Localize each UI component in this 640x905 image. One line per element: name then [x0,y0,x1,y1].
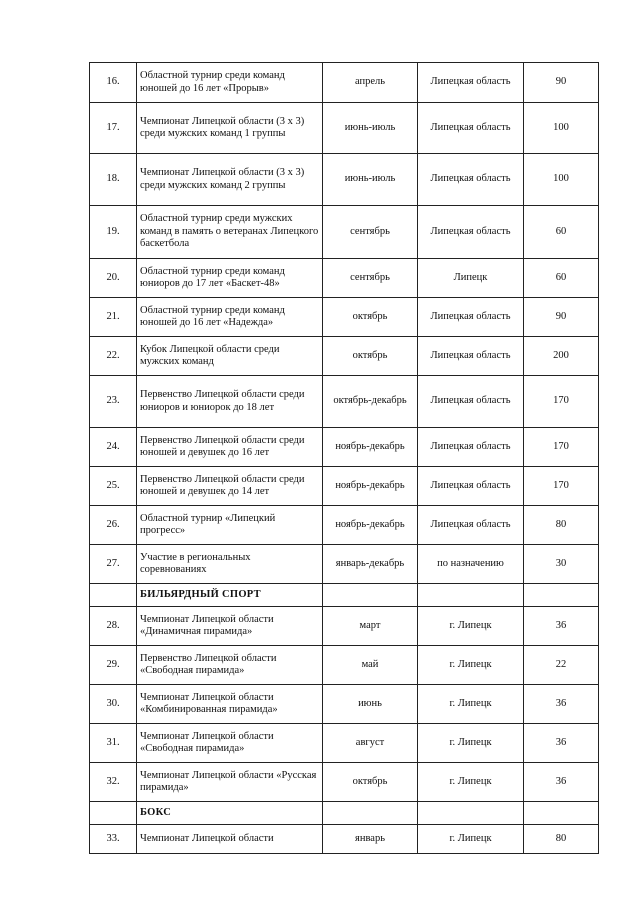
participants-count: 36 [524,763,599,802]
event-period [323,802,418,825]
event-location: Липецкая область [418,63,524,103]
table-row [90,763,599,802]
events-table-body [90,63,599,854]
participants-count [524,584,599,607]
event-period: сентябрь [323,259,418,298]
section-header-row [90,584,599,607]
participants-count: 200 [524,337,599,376]
event-name: Чемпионат Липецкой области «Динамичная пирамида» [137,607,323,646]
event-name: Областной турнир среди команд юношей до 16 лет «Прорыв» [137,63,323,103]
event-period: октябрь [323,337,418,376]
row-number: 17. [90,103,137,154]
table-row [90,506,599,545]
table-row [90,428,599,467]
participants-count: 90 [524,63,599,103]
section-title: БОКС [137,802,323,825]
event-location: Липецк [418,259,524,298]
events-table [89,62,599,854]
event-name: Участие в региональных соревнованиях [137,545,323,584]
participants-count: 60 [524,206,599,259]
event-location: г. Липецк [418,646,524,685]
event-period: ноябрь-декабрь [323,506,418,545]
row-number: 28. [90,607,137,646]
row-number: 24. [90,428,137,467]
event-period: август [323,724,418,763]
event-name: Чемпионат Липецкой области «Свободная пирамида» [137,724,323,763]
event-name: Областной турнир среди команд юниоров до 17 лет «Баскет-48» [137,259,323,298]
event-name: Первенство Липецкой области среди юношей и девушек до 16 лет [137,428,323,467]
participants-count: 170 [524,376,599,428]
row-number: 21. [90,298,137,337]
event-period: ноябрь-декабрь [323,467,418,506]
row-number: 29. [90,646,137,685]
row-number: 16. [90,63,137,103]
table-row [90,467,599,506]
event-location: г. Липецк [418,825,524,854]
event-period: июнь [323,685,418,724]
table-row [90,103,599,154]
row-number: 25. [90,467,137,506]
participants-count: 80 [524,506,599,545]
participants-count: 90 [524,298,599,337]
event-period: октябрь [323,298,418,337]
event-location: г. Липецк [418,607,524,646]
table-row [90,337,599,376]
event-period: апрель [323,63,418,103]
table-row [90,724,599,763]
table-row [90,206,599,259]
event-name: Чемпионат Липецкой области [137,825,323,854]
table-row [90,63,599,103]
row-number: 19. [90,206,137,259]
event-location: г. Липецк [418,685,524,724]
event-period: май [323,646,418,685]
row-number: 26. [90,506,137,545]
row-number: 31. [90,724,137,763]
participants-count: 22 [524,646,599,685]
event-location: Липецкая область [418,298,524,337]
event-location: Липецкая область [418,103,524,154]
row-number: 18. [90,154,137,206]
row-number: 27. [90,545,137,584]
event-period: январь-декабрь [323,545,418,584]
table-row [90,545,599,584]
event-name: Областной турнир среди команд юношей до 16 лет «Надежда» [137,298,323,337]
row-number: 33. [90,825,137,854]
table-row [90,298,599,337]
event-name: Первенство Липецкой области среди юниоров и юниорок до 18 лет [137,376,323,428]
event-name: Первенство Липецкой области среди юношей и девушек до 14 лет [137,467,323,506]
event-name: Кубок Липецкой области среди мужских команд [137,337,323,376]
event-location: Липецкая область [418,376,524,428]
event-location: Липецкая область [418,206,524,259]
participants-count: 30 [524,545,599,584]
event-location [418,802,524,825]
participants-count: 36 [524,724,599,763]
participants-count: 36 [524,685,599,724]
event-period: июнь-июль [323,154,418,206]
event-location: по назначению [418,545,524,584]
event-period: ноябрь-декабрь [323,428,418,467]
row-number: 23. [90,376,137,428]
participants-count [524,802,599,825]
event-period: январь [323,825,418,854]
section-title: БИЛЬЯРДНЫЙ СПОРТ [137,584,323,607]
participants-count: 80 [524,825,599,854]
event-name: Первенство Липецкой области «Свободная пирамида» [137,646,323,685]
event-name: Чемпионат Липецкой области (3 х 3) среди мужских команд 1 группы [137,103,323,154]
table-row [90,825,599,854]
event-location: г. Липецк [418,763,524,802]
row-number: 20. [90,259,137,298]
row-number [90,584,137,607]
event-location: Липецкая область [418,467,524,506]
event-period: сентябрь [323,206,418,259]
event-location: Липецкая область [418,506,524,545]
event-name: Областной турнир «Липецкий прогресс» [137,506,323,545]
event-location: Липецкая область [418,428,524,467]
event-period: октябрь-декабрь [323,376,418,428]
event-location: Липецкая область [418,337,524,376]
event-period: октябрь [323,763,418,802]
table-row [90,685,599,724]
event-location: г. Липецк [418,724,524,763]
row-number: 22. [90,337,137,376]
table-row [90,607,599,646]
event-location [418,584,524,607]
participants-count: 36 [524,607,599,646]
section-header-row [90,802,599,825]
row-number: 30. [90,685,137,724]
participants-count: 100 [524,154,599,206]
participants-count: 100 [524,103,599,154]
event-name: Чемпионат Липецкой области «Комбинированная пирамида» [137,685,323,724]
events-table-container [89,62,598,854]
table-row [90,154,599,206]
table-row [90,646,599,685]
participants-count: 60 [524,259,599,298]
table-row [90,259,599,298]
event-location: Липецкая область [418,154,524,206]
event-period [323,584,418,607]
event-name: Чемпионат Липецкой области (3 х 3) среди мужских команд 2 группы [137,154,323,206]
participants-count: 170 [524,467,599,506]
table-row [90,376,599,428]
event-period: март [323,607,418,646]
participants-count: 170 [524,428,599,467]
event-name: Чемпионат Липецкой области «Русская пирамида» [137,763,323,802]
event-name: Областной турнир среди мужских команд в память о ветеранах Липецкого баскетбола [137,206,323,259]
row-number: 32. [90,763,137,802]
row-number [90,802,137,825]
event-period: июнь-июль [323,103,418,154]
